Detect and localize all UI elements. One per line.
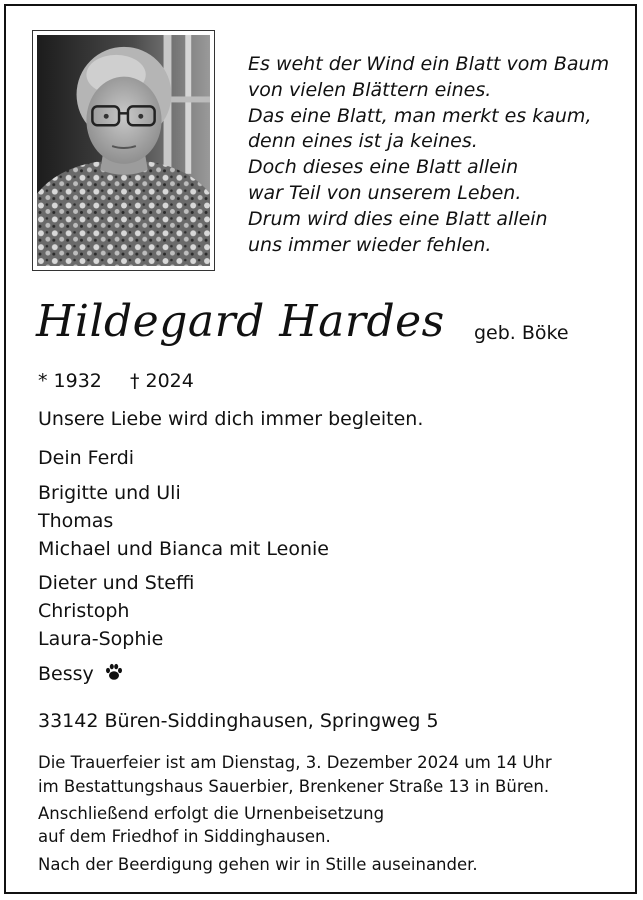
poem-line: Doch dieses eine Blatt allein bbox=[248, 156, 519, 179]
paw-icon bbox=[104, 662, 124, 687]
poem-line: von vielen Blättern eines. bbox=[248, 78, 492, 101]
poem bbox=[248, 52, 609, 258]
mourner: Christoph bbox=[38, 600, 130, 622]
mourner: Laura-Sophie bbox=[38, 628, 164, 650]
mourner: Bessy bbox=[38, 663, 94, 685]
notice-line: auf dem Friedhof in Siddinghausen. bbox=[38, 827, 331, 846]
notice-line: im Bestattungshaus Sauerbier, Brenkener Straße 13 in Büren. bbox=[38, 777, 550, 796]
poem-line: Es weht der Wind ein Blatt vom Baum bbox=[248, 53, 610, 75]
obituary-card bbox=[4, 4, 637, 894]
birth-name: geb. Böke bbox=[474, 322, 569, 344]
poem-line: denn eines ist ja keines. bbox=[248, 130, 478, 153]
motto: Unsere Liebe wird dich immer begleiten. bbox=[38, 408, 424, 430]
poem-line: war Teil von unserem Leben. bbox=[248, 181, 522, 204]
mourner: Dieter und Steffi bbox=[38, 572, 195, 594]
poem-line: Drum wird dies eine Blatt allein bbox=[248, 207, 548, 230]
mourner: Brigitte und Uli bbox=[38, 482, 181, 504]
address: 33142 Büren-Siddinghausen, Springweg 5 bbox=[38, 710, 439, 732]
mourner: Dein Ferdi bbox=[38, 447, 135, 469]
poem-line: uns immer wieder fehlen. bbox=[248, 233, 492, 256]
notice-line: Nach der Beerdigung gehen wir in Stille auseinander. bbox=[38, 855, 478, 874]
mourner: Thomas bbox=[38, 510, 114, 532]
death-year: † 2024 bbox=[129, 370, 194, 392]
portrait-image bbox=[37, 35, 210, 266]
mourner: Michael und Bianca mit Leonie bbox=[38, 538, 329, 560]
notice-line: Anschließend erfolgt die Urnenbeisetzung bbox=[38, 804, 385, 823]
deceased-name: Hildegard Hardes bbox=[36, 296, 445, 347]
portrait-photo bbox=[32, 30, 215, 271]
birth-year: * 1932 bbox=[38, 370, 102, 392]
poem-line: Das eine Blatt, man merkt es kaum, bbox=[248, 104, 592, 127]
mourner-pet bbox=[38, 662, 124, 687]
life-dates bbox=[38, 370, 194, 392]
notice-line: Die Trauerfeier ist am Dienstag, 3. Dezember 2024 um 14 Uhr bbox=[38, 753, 552, 772]
